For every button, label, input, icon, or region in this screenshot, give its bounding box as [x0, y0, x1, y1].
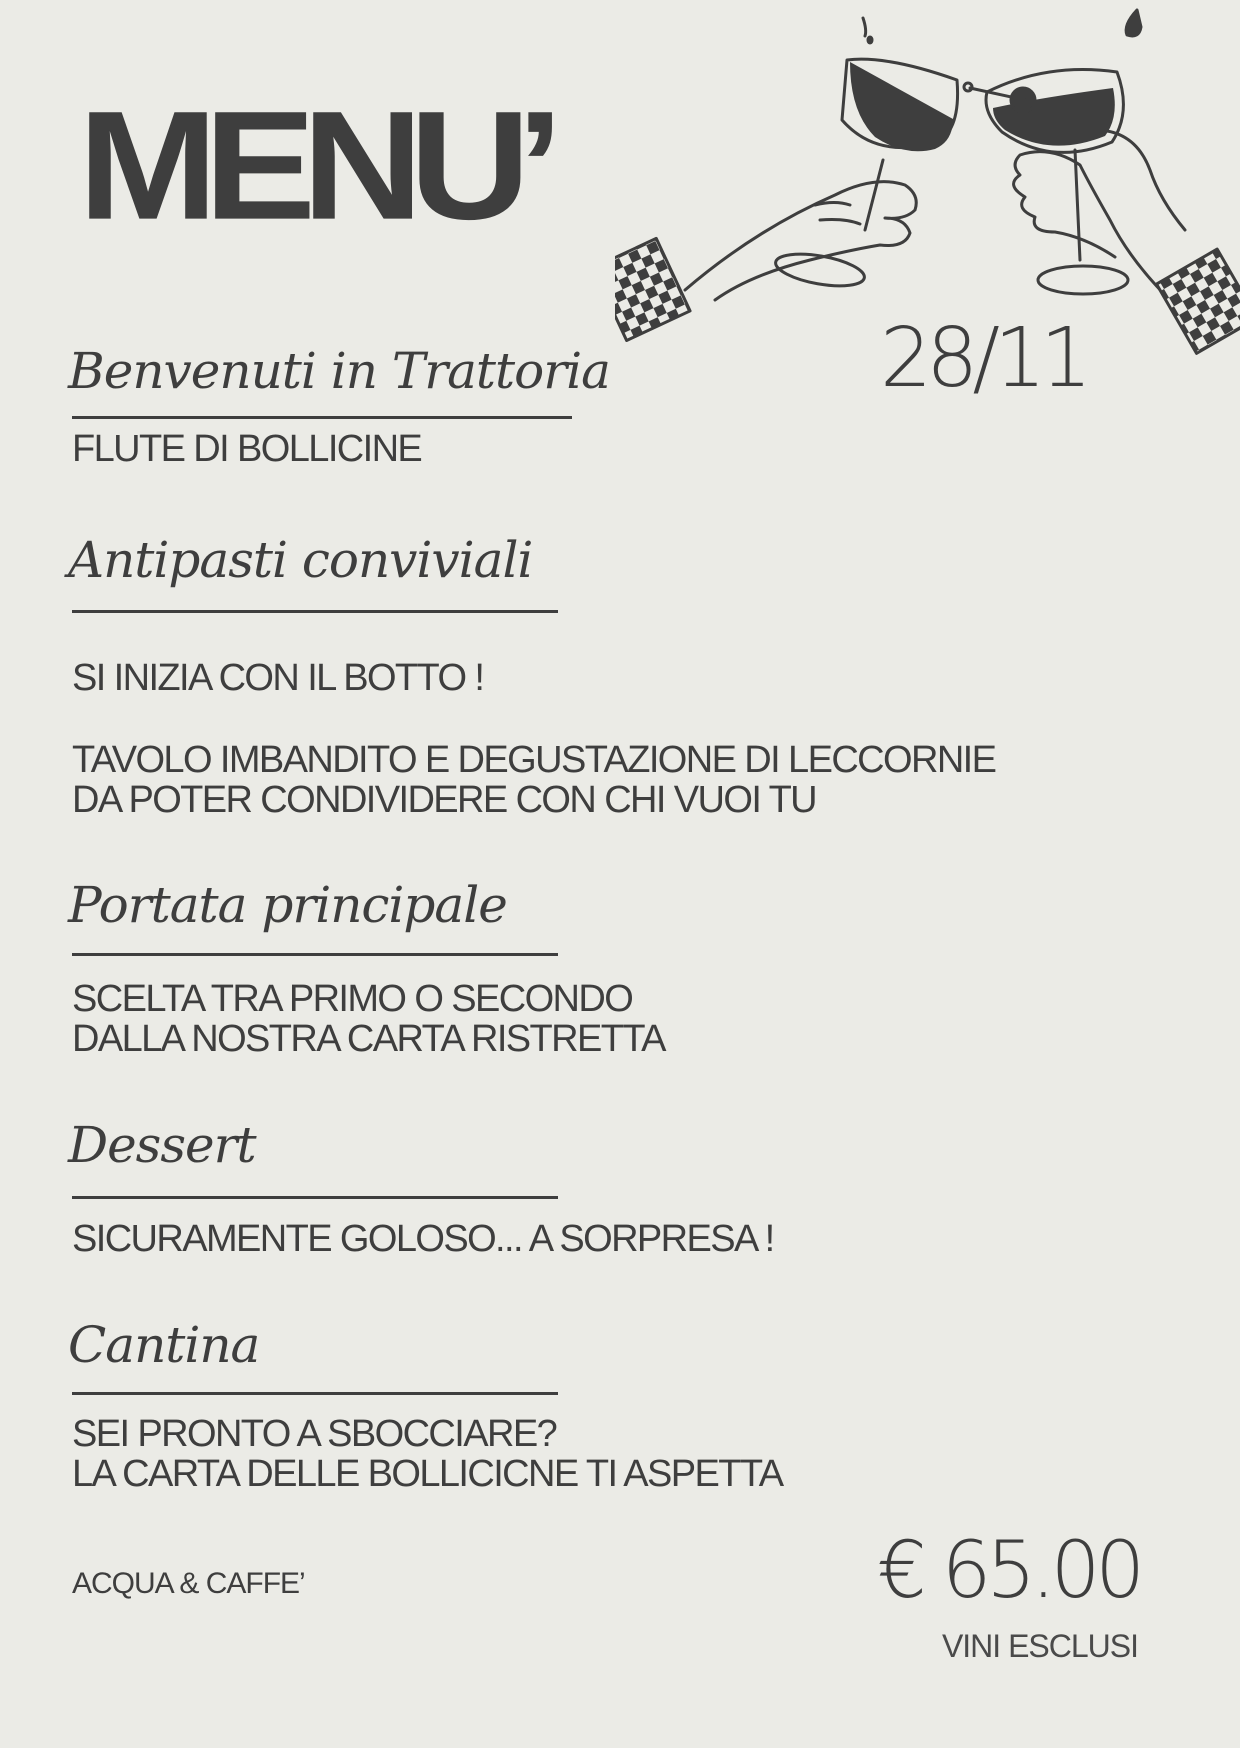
welcome-line-1: FLUTE DI BOLLICINE [72, 428, 422, 470]
section-divider [72, 953, 558, 956]
event-date: 28/11 [880, 311, 1087, 406]
appetizers-line-3: DA POTER CONDIVIDERE CON CHI VUOI TU [72, 779, 817, 821]
main-course-line-2: DALLA NOSTRA CARTA RISTRETTA [72, 1018, 665, 1060]
wine-cellar-line-1: SEI PRONTO A SBOCCIARE? [72, 1413, 557, 1455]
section-divider [72, 1196, 558, 1199]
appetizers-line-1: SI INIZIA CON IL BOTTO ! [72, 657, 484, 699]
menu-price: € 65.00 [877, 1526, 1140, 1616]
section-heading-main-course: Portata principale [68, 876, 507, 934]
section-divider [72, 1392, 558, 1395]
section-divider [72, 610, 558, 613]
dessert-line-1: SICURAMENTE GOLOSO... A SORPRESA ! [72, 1218, 774, 1260]
section-heading-welcome: Benvenuti in Trattoria [68, 342, 610, 400]
extras-note: ACQUA & CAFFE’ [72, 1567, 305, 1600]
section-divider [72, 416, 572, 419]
section-heading-dessert: Dessert [68, 1116, 256, 1174]
main-course-line-1: SCELTA TRA PRIMO O SECONDO [72, 978, 633, 1020]
wine-cellar-line-2: LA CARTA DELLE BOLLICICNE TI ASPETTA [72, 1453, 783, 1495]
section-heading-appetizers: Antipasti conviviali [68, 531, 533, 589]
section-heading-wine-cellar: Cantina [68, 1316, 260, 1374]
appetizers-line-2: TAVOLO IMBANDITO E DEGUSTAZIONE DI LECCORNIE [72, 739, 996, 781]
menu-title: MENU’ [78, 78, 550, 252]
price-note: VINI ESCLUSI [941, 1628, 1138, 1664]
